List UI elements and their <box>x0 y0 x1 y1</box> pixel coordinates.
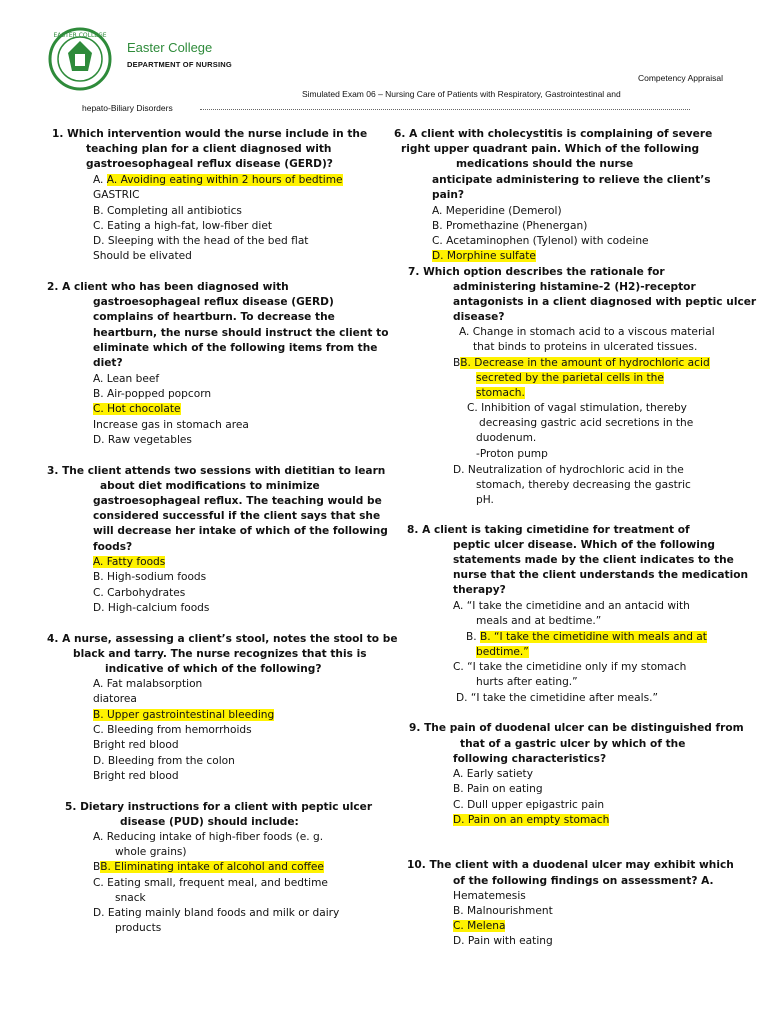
question-10: 10. The client with a duodenal ulcer may exhibit which <box>407 859 734 871</box>
option-10c <box>453 919 505 934</box>
option-line: snack <box>115 892 146 904</box>
highlighted-answer: C. Hot chocolate <box>93 403 181 415</box>
option-4c: C. Bleeding from hemorrhoids <box>93 724 252 736</box>
option-8d: D. “I take the cimetidine after meals.” <box>456 692 658 704</box>
question-line: pain? <box>432 189 465 201</box>
college-name: Easter College <box>127 40 213 55</box>
option-3c: C. Carbohydrates <box>93 587 186 599</box>
note-line: GASTRIC <box>93 189 140 201</box>
question-7: 7. Which option describes the rationale for <box>408 266 665 278</box>
department-name: DEPARTMENT OF NURSING <box>127 60 232 69</box>
option-4d: D. Bleeding from the colon <box>93 755 235 767</box>
option-line: duodenum. <box>476 432 537 444</box>
option-3b: B. High-sodium foods <box>93 571 207 583</box>
college-logo <box>48 27 112 91</box>
option-line: hurts after eating.” <box>476 676 578 688</box>
option-line: that binds to proteins in ulcerated tissues. <box>473 341 698 353</box>
option-2a: A. Lean beef <box>93 373 160 385</box>
question-line: black and tarry. The nurse recognizes that this is <box>73 648 367 660</box>
option-5c: C. Eating small, frequent meal, and bedtime <box>93 877 328 889</box>
option-10d: D. Pain with eating <box>453 935 553 947</box>
option-line <box>476 371 664 386</box>
option-9c: C. Dull upper epigastric pain <box>453 799 605 811</box>
appraisal-label: Competency Appraisal <box>637 73 723 83</box>
question-line: teaching plan for a client diagnosed with <box>86 143 332 155</box>
question-6: 6. A client with cholecystitis is complaining of severe <box>394 128 713 140</box>
note-line: Should be elivated <box>93 250 192 262</box>
option-3d: D. High-calcium foods <box>93 602 210 614</box>
question-5: 5. Dietary instructions for a client with peptic ulcer <box>65 801 373 813</box>
highlighted-answer: D. Morphine sulfate <box>432 250 536 262</box>
question-4: 4. A nurse, assessing a client’s stool, notes the stool to be <box>47 633 398 645</box>
option-line <box>476 645 529 660</box>
question-line: eliminate which of the following items from the <box>93 342 378 354</box>
note-line: Bright red blood <box>93 770 179 782</box>
option-line: stomach, thereby decreasing the gastric <box>476 479 691 491</box>
question-1: 1. Which intervention would the nurse include in the <box>52 128 368 140</box>
question-line: that of a gastric ulcer by which of the <box>460 738 686 750</box>
option-line: decreasing gastric acid secretions in the <box>479 417 694 429</box>
exam-title: Simulated Exam 06 – Nursing Care of Patients with Respiratory, Gastrointestinal and <box>302 89 621 99</box>
question-line: gastroesophageal reflux disease (GERD) <box>93 296 334 308</box>
highlighted-answer: stomach. <box>476 387 525 399</box>
highlighted-answer: A. Avoiding eating within 2 hours of bedtime <box>106 174 343 186</box>
question-line: antagonists in a client diagnosed with peptic ulcer <box>453 296 757 308</box>
option-8b: B. B. “I take the cimetidine with meals and at <box>466 631 707 643</box>
highlighted-answer: D. Pain on an empty stomach <box>453 814 610 826</box>
question-line: anticipate administering to relieve the client’s <box>432 174 711 186</box>
question-line: complains of heartburn. To decrease the <box>93 311 335 323</box>
option-4b <box>93 708 274 723</box>
option-line: products <box>115 922 162 934</box>
svg-text:EASTER COLLEGE: EASTER COLLEGE <box>53 32 107 39</box>
option-10b: B. Malnourishment <box>453 905 553 917</box>
option-6a: A. Meperidine (Demerol) <box>432 205 562 217</box>
option-6b: B. Promethazine (Phenergan) <box>432 220 588 232</box>
question-line: foods? <box>93 541 133 553</box>
option-2d: D. Raw vegetables <box>93 434 192 446</box>
option-1b: B. Completing all antibiotics <box>93 205 242 217</box>
question-line: disease? <box>453 311 505 323</box>
question-line: gastroesophageal reflux disease (GERD)? <box>86 158 333 170</box>
question-3: 3. The client attends two sessions with dietitian to learn <box>47 465 386 477</box>
highlighted-answer: secreted by the parietal cells in the <box>476 372 664 384</box>
option-1c: C. Eating a high-fat, low-fiber diet <box>93 220 272 232</box>
option-6c: C. Acetaminophen (Tylenol) with codeine <box>432 235 649 247</box>
option-8a: A. “I take the cimetidine and an antacid with <box>453 600 690 612</box>
question-8: 8. A client is taking cimetidine for treatment of <box>407 524 690 536</box>
question-line: heartburn, the nurse should instruct the client to <box>93 327 389 339</box>
option-line: meals and at bedtime.” <box>476 615 602 627</box>
question-line: disease (PUD) should include: <box>120 816 299 828</box>
option-8c: C. “I take the cimetidine only if my stomach <box>453 661 687 673</box>
option-2b: B. Air-popped popcorn <box>93 388 212 400</box>
option-line <box>476 386 525 401</box>
question-9: 9. The pain of duodenal ulcer can be distinguished from <box>409 722 744 734</box>
note-line: Increase gas in stomach area <box>93 419 249 431</box>
option-9b: B. Pain on eating <box>453 783 543 795</box>
question-line: about diet modifications to minimize <box>100 480 320 492</box>
highlighted-answer: B. “I take the cimetidine with meals and at <box>480 631 707 643</box>
option-9a: A. Early satiety <box>453 768 533 780</box>
option-1d: D. Sleeping with the head of the bed flat <box>93 235 309 247</box>
option-3a <box>93 555 165 570</box>
question-line: nurse that the client understands the medication <box>453 569 749 581</box>
option-5b: BB. Eliminating intake of alcohol and coffee <box>93 861 324 873</box>
question-line: administering histamine-2 (H2)-receptor <box>453 281 696 293</box>
option-1a: A. A. Avoiding eating within 2 hours of bedtime <box>93 174 343 186</box>
question-line: peptic ulcer disease. Which of the following <box>453 539 716 551</box>
option-7d: D. Neutralization of hydrochloric acid in the <box>453 464 684 476</box>
question-line: gastroesophageal reflux. The teaching would be <box>93 495 382 507</box>
option-4a: A. Fat malabsorption <box>93 678 203 690</box>
highlighted-answer: bedtime.” <box>476 646 529 658</box>
option-7a: A. Change in stomach acid to a viscous material <box>459 326 715 338</box>
option-2c <box>93 402 181 417</box>
question-line: medications should the nurse <box>456 158 634 170</box>
note-line: diatorea <box>93 693 137 705</box>
option-line: pH. <box>476 494 494 506</box>
option-6d <box>432 249 536 264</box>
option-line: whole grains) <box>115 846 187 858</box>
title-dotted-rule <box>200 109 690 110</box>
question-line: of the following findings on assessment? A. <box>453 875 714 887</box>
option-9d <box>453 813 609 828</box>
exam-title-continued: hepato-Biliary Disorders <box>82 103 173 113</box>
option-7b: BB. Decrease in the amount of hydrochloric acid <box>453 357 710 369</box>
question-line: considered successful if the client says that she <box>93 510 381 522</box>
note-line: -Proton pump <box>476 448 548 460</box>
question-line: will decrease her intake of which of the following <box>93 525 388 537</box>
highlighted-answer: B. Eliminating intake of alcohol and coffee <box>100 861 324 873</box>
option-7c: C. Inhibition of vagal stimulation, thereby <box>467 402 687 414</box>
question-line: diet? <box>93 357 123 369</box>
option-5d: D. Eating mainly bland foods and milk or dairy <box>93 907 340 919</box>
note-line: Bright red blood <box>93 739 179 751</box>
question-line: indicative of which of the following? <box>105 663 322 675</box>
option-5a: A. Reducing intake of high-fiber foods (e. g. <box>93 831 324 843</box>
highlighted-answer: B. Upper gastrointestinal bleeding <box>93 709 275 721</box>
question-line: therapy? <box>453 584 506 596</box>
highlighted-answer: B. Decrease in the amount of hydrochloric acid <box>460 357 710 369</box>
question-line: following characteristics? <box>453 753 607 765</box>
question-line: right upper quadrant pain. Which of the following <box>401 143 700 155</box>
option-10a: Hematemesis <box>453 890 526 902</box>
highlighted-answer: C. Melena <box>453 920 506 932</box>
highlighted-answer: A. Fatty foods <box>93 556 166 568</box>
question-line: statements made by the client indicates to the <box>453 554 734 566</box>
question-2: 2. A client who has been diagnosed with <box>47 281 289 293</box>
